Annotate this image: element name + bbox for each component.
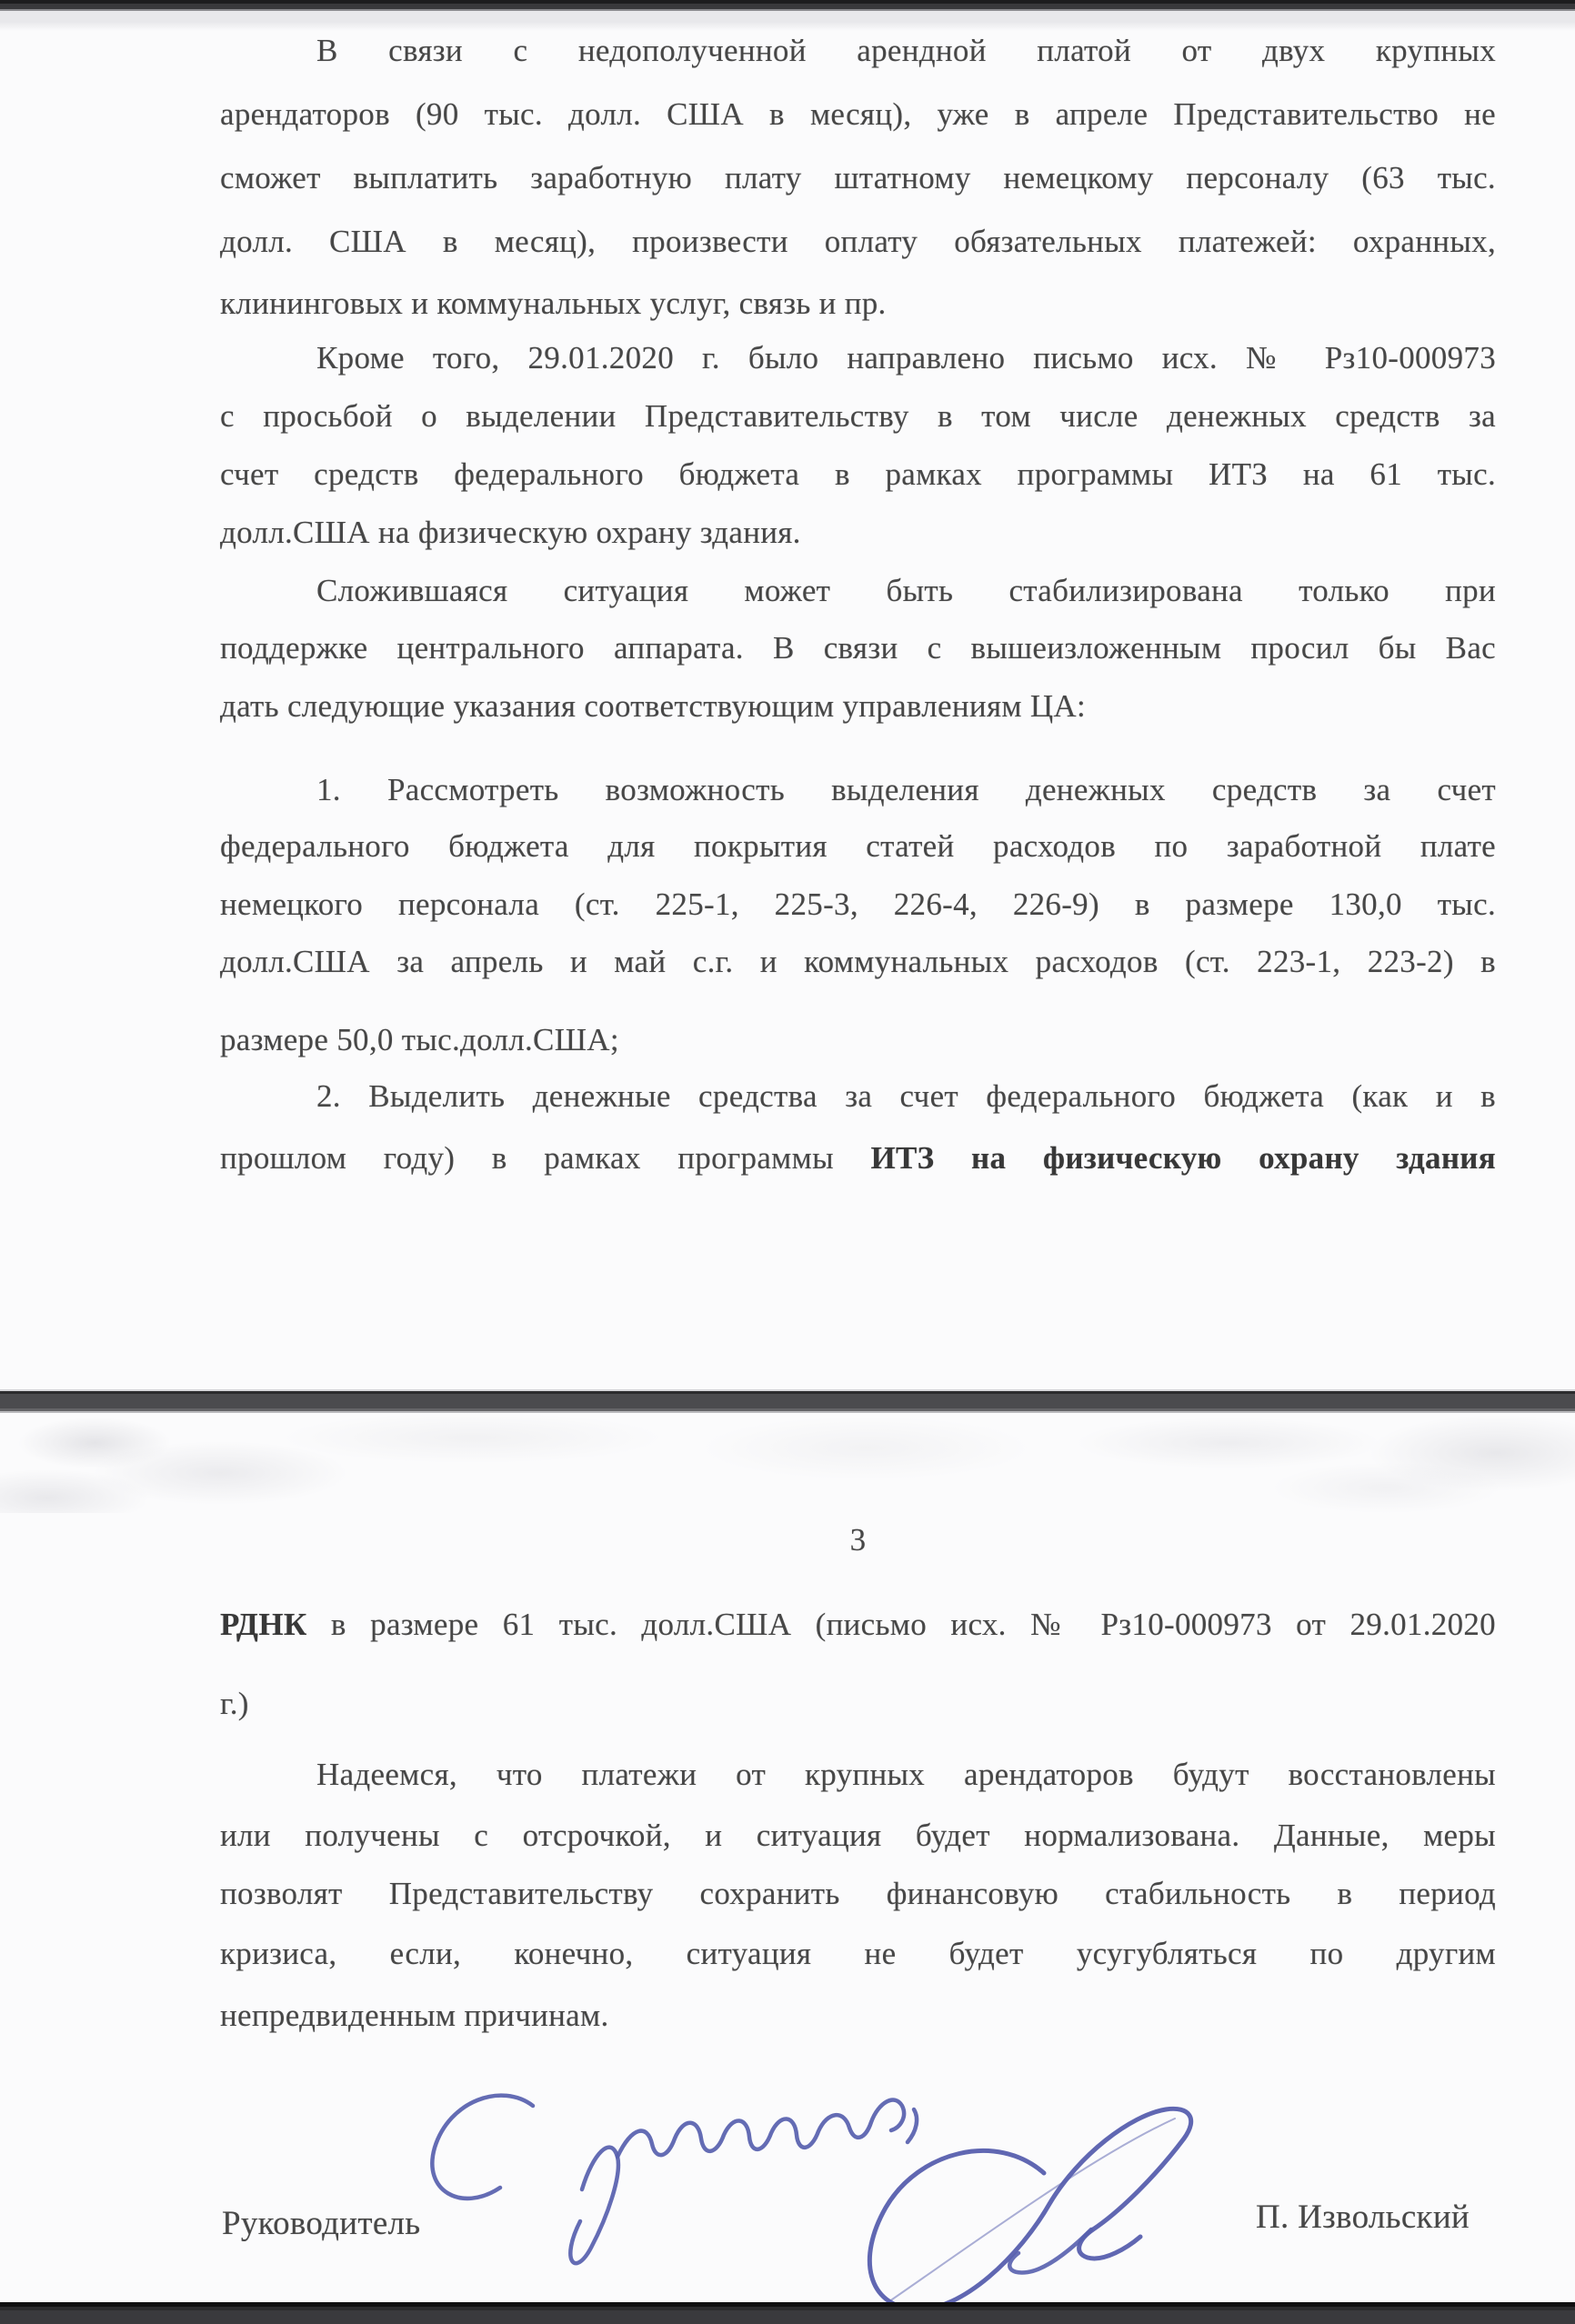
ink-stroke [617,2100,904,2157]
doc-line: г.) [220,1686,249,1721]
doc-line: федерального бюджета для покрытия статей расходов по заработной плате [220,828,1496,864]
doc-line: долл.США на физическую охрану здания. [220,515,801,550]
doc-line: Надеемся, что платежи от крупных арендаторов будут восстановлены [316,1757,1496,1792]
doc-line [220,1138,1496,1178]
doc-line: непредвиденным причинам. [220,1998,609,2033]
doc-line: размере 50,0 тыс.долл.США; [220,1022,619,1057]
doc-line: Сложившаяся ситуация может быть стабилизирована только при [316,573,1496,608]
signoff-role: Руководитель [222,2205,421,2242]
scan-page-break-band [0,1389,1575,1413]
ink-stroke [869,2109,1190,2309]
doc-line: позволят Представительству сохранить финансовую стабильность в период [220,1876,1496,1911]
doc-line: 2. Выделить денежные средства за счет федерального бюджета (как и в [316,1078,1496,1114]
doc-line: с просьбой о выделении Представительству в том числе денежных средств за [220,398,1496,434]
scan-edge-band-bottom [0,2302,1575,2324]
ink-stroke [880,2119,1175,2308]
doc-line: немецкого персонала (ст. 225-1, 225-3, 226-4, 226-9) в размере 130,0 тыс. [220,887,1496,922]
scan-noise [0,1413,1575,1513]
doc-line: клининговых и коммунальных услуг, связь и пр. [220,285,887,321]
doc-line: 1. Рассмотреть возможность выделения денежных средств за счет [316,772,1496,807]
doc-line: Кроме того, 29.01.2020 г. было направлено письмо исх. № Рз10-000973 [316,340,1496,376]
doc-text-bold: ИТЗ на физическую охрану здания [870,1140,1496,1176]
doc-line: В связи с недополученной арендной платой от двух крупных [316,33,1496,68]
doc-line: кризиса, если, конечно, ситуация не будет усугубляться по другим [220,1936,1496,1971]
doc-line: поддержке центрального аппарата. В связи с вышеизложенным просил бы Вас [220,630,1496,666]
signoff-name: П. Извольский [1256,2199,1470,2236]
ink-stroke [570,2148,618,2264]
doc-line: или получены с отсрочкой, и ситуация будет нормализована. Данные, меры [220,1818,1496,1853]
doc-line: дать следующие указания соответствующим управлениям ЦА: [220,688,1087,724]
ink-stroke [1009,2229,1091,2272]
doc-line: сможет выплатить заработную плату штатному немецкому персоналу (63 тыс. [220,160,1496,195]
page-number: 3 [849,1522,867,1558]
ink-stroke [432,2096,533,2199]
doc-line [220,1605,1496,1645]
doc-line: счет средств федерального бюджета в рамках программы ИТЗ на 61 тыс. [220,456,1496,492]
doc-line: долл. США в месяц), произвести оплату обязательных платежей: охранных, [220,224,1496,259]
doc-line: арендаторов (90 тыс. долл. США в месяц), уже в апреле Представительство не [220,96,1496,132]
doc-line: долл.США за апрель и май с.г. и коммунальных расходов (ст. 223-1, 223-2) в [220,944,1496,979]
doc-text: прошлом году) в рамках программы [220,1140,871,1176]
doc-text: в размере 61 тыс. долл.США (письмо исх. № Рз10-000973 от 29.01.2020 [306,1607,1496,1642]
doc-text-bold: РДНК [220,1607,307,1642]
ink-stroke [908,2109,917,2142]
